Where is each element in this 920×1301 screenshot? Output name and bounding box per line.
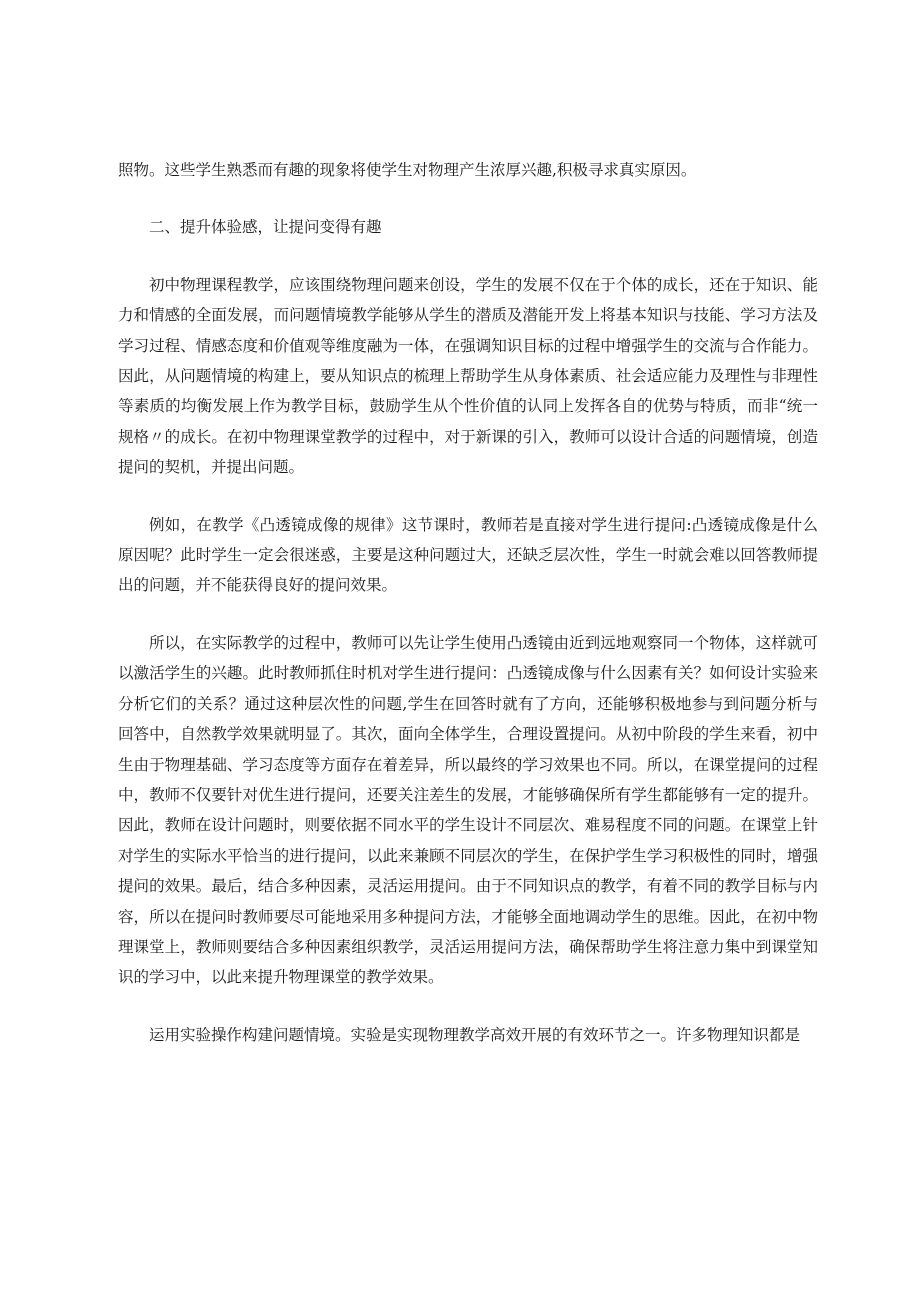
paragraph: 初中物理课程教学，应该围绕物理问题来创设，学生的发展不仅在于个体的成长，还在于知识、能力和情感的全面发展，而问题情境教学能够从学生的潜质及潜能开发上将基本知识与技能、学习方法及学习过程、情感态度和价值观等维度融为一体，在强调知识目标的过程中增强学生的交流与合作能力。因此，从问题情境的构建上，要从知识点的梳理上帮助学生从身体素质、社会适应能力及理性与非理性等素质的均衡发展上作为教学目标，鼓励学生从个性价值的认同上发挥各自的优势与特质，而非“统一规格〃的成长。在初中物理课堂教学的过程中，对于新课的引入，教师可以设计合适的问题情境，创造提问的契机，并提出问题。 — [118, 275, 818, 477]
paragraph: 例如，在教学《凸透镜成像的规律》这节课时，教师若是直接对学生进行提问:凸透镜成像是什么原因呢？此时学生一定会很迷惑，主要是这种问题过大，还缺乏层次性，学生一时就会难以回答教师提出的问题，并不能获得良好的提问效果。 — [118, 515, 818, 595]
paragraph-continued: 照物。这些学生熟悉而有趣的现象将使学生对物理产生浓厚兴趣,积极寻求真实原因。 — [118, 161, 697, 179]
paragraph: 所以，在实际教学的过程中，教师可以先让学生使用凸透镜由近到远地观察同一个物体，这样就可以激活学生的兴趣。此时教师抓住时机对学生进行提问：凸透镜成像与什么因素有关？如何设计实验来分析它们的关系？通过这种层次性的问题,学生在回答时就有了方向，还能够积极地参与到问题分析与回答中，自然教学效果就明显了。其次，面向全体学生，合理设置提问。从初中阶段的学生来看，初中生由于物理基础、学习态度等方面存在着差异，所以最终的学习效果也不同。所以，在课堂提问的过程中，教师不仅要针对优生进行提问，还要关注差生的发展，才能够确保所有学生都能够有一定的提升。因此，教师在设计问题时，则要依据不同水平的学生设计不同层次、难易程度不同的问题。在课堂上针对学生的实际水平恰当的进行提问，以此来兼顾不同层次的学生，在保护学生学习积极性的同时，增强提问的效果。最后，结合多种因素，灵活运用提问。由于不同知识点的教学，有着不同的教学目标与内容，所以在提问时教师要尽可能地采用多种提问方法，才能够全面地调动学生的思维。因此，在初中物理课堂上，教师则要结合多种因素组织教学，灵活运用提问方法，确保帮助学生将注意力集中到课堂知识的学习中，以此来提升物理课堂的教学效果。 — [118, 633, 818, 987]
paragraph: 运用实验操作构建问题情境。实验是实现物理教学高效开展的有效环节之一。许多物理知识都是 — [149, 1025, 801, 1044]
section-heading: 二、提升体验感，让提问变得有趣 — [149, 218, 382, 237]
document-body — [118, 155, 818, 1050]
